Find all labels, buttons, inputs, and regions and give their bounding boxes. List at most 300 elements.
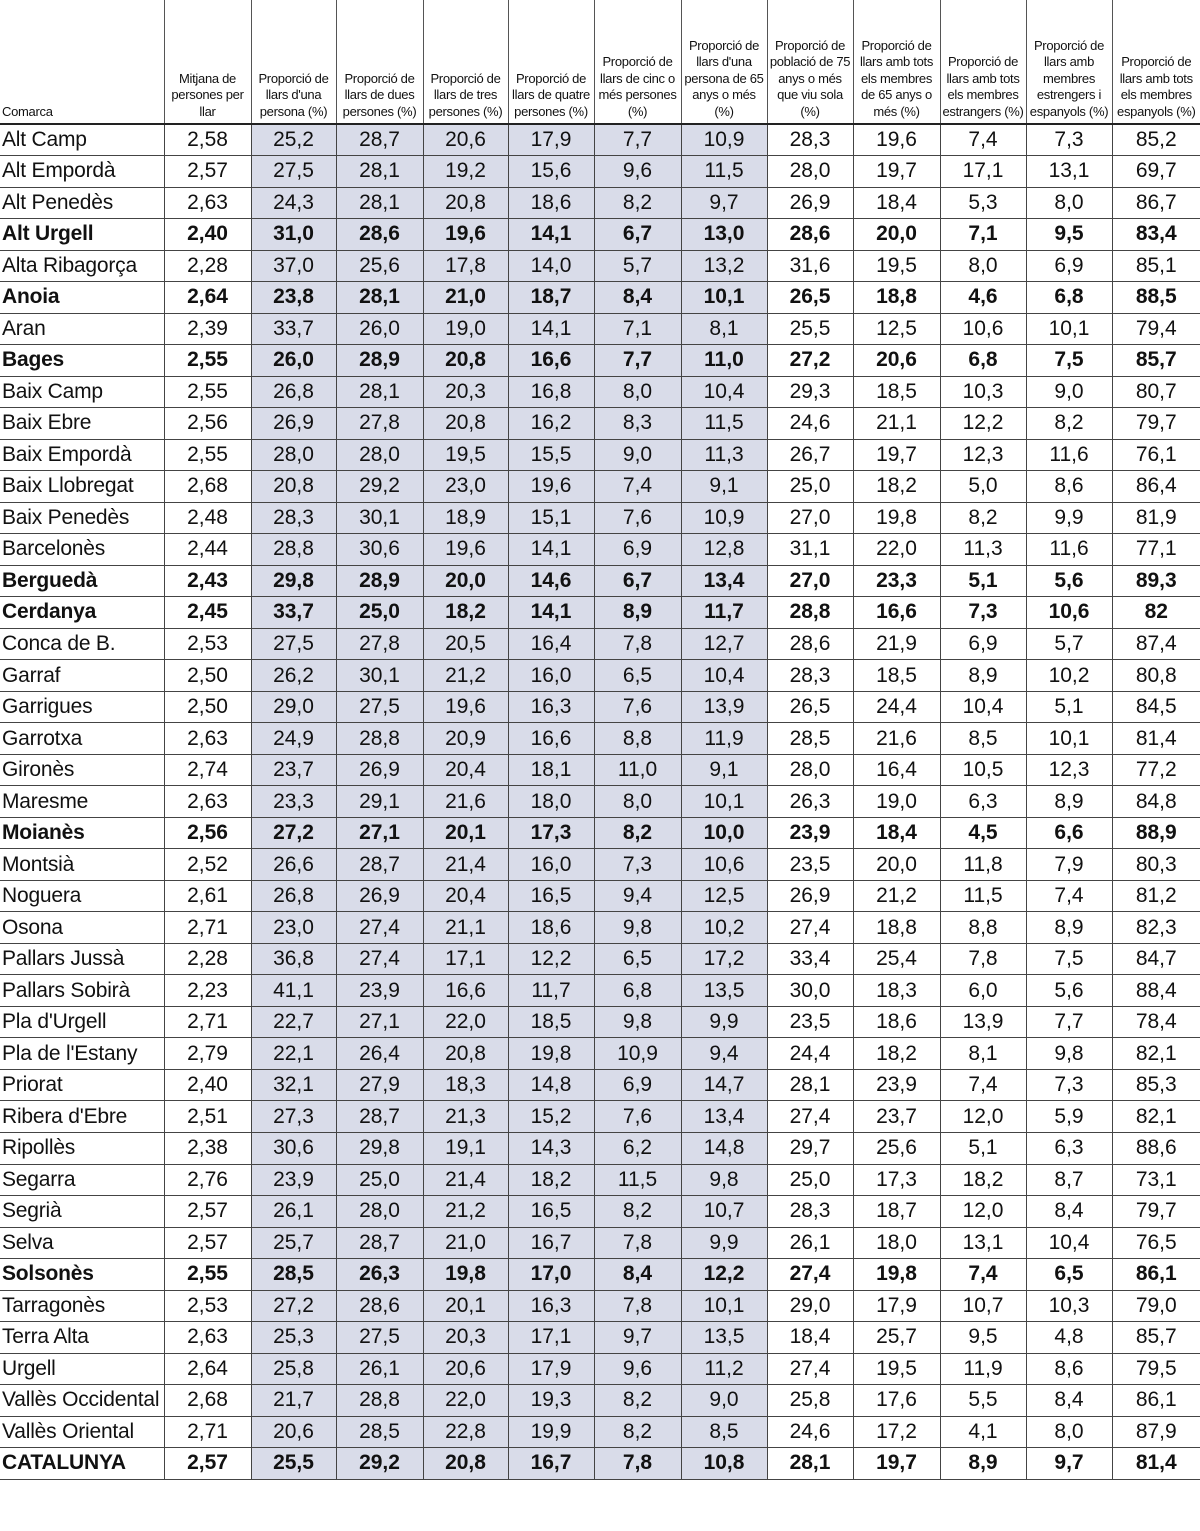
table-cell: 11,9 <box>940 1353 1026 1385</box>
table-cell: 9,9 <box>681 1227 767 1259</box>
table-cell: 25,7 <box>251 1227 336 1259</box>
comarca-name: Pla de l'Estany <box>0 1038 164 1070</box>
table-row <box>0 313 1200 345</box>
table-cell: 28,3 <box>251 502 336 534</box>
table-cell: 27,5 <box>251 156 336 188</box>
table-cell: 14,6 <box>508 565 594 597</box>
table-cell: 2,45 <box>164 597 251 629</box>
table-cell: 28,5 <box>336 1416 423 1448</box>
table-cell: 18,4 <box>853 817 940 849</box>
table-cell: 11,7 <box>681 597 767 629</box>
table-cell: 28,0 <box>767 156 853 188</box>
table-cell: 8,4 <box>1026 1385 1112 1417</box>
comarca-name: Ripollès <box>0 1133 164 1165</box>
table-cell: 36,8 <box>251 943 336 975</box>
table-cell: 26,9 <box>336 880 423 912</box>
table-cell: 11,8 <box>940 849 1026 881</box>
table-cell: 19,5 <box>853 250 940 282</box>
table-cell: 8,2 <box>594 1385 681 1417</box>
table-cell: 27,5 <box>336 1322 423 1354</box>
table-cell: 16,3 <box>508 691 594 723</box>
table-cell: 11,6 <box>1026 439 1112 471</box>
table-cell: 16,0 <box>508 660 594 692</box>
table-cell: 9,8 <box>594 912 681 944</box>
table-cell: 28,6 <box>767 219 853 251</box>
table-cell: 20,8 <box>423 408 508 440</box>
table-row <box>0 1259 1200 1291</box>
table-cell: 11,7 <box>508 975 594 1007</box>
table-cell: 27,4 <box>767 1353 853 1385</box>
table-cell: 17,3 <box>853 1164 940 1196</box>
column-header-comarca: Comarca <box>0 0 164 124</box>
column-header: Proporció de llars de dues persones (%) <box>336 0 423 124</box>
table-cell: 21,1 <box>853 408 940 440</box>
table-cell: 18,0 <box>508 786 594 818</box>
table-cell: 12,5 <box>853 313 940 345</box>
table-cell: 28,3 <box>767 660 853 692</box>
table-cell: 27,5 <box>251 628 336 660</box>
table-cell: 18,6 <box>508 912 594 944</box>
table-row <box>0 1290 1200 1322</box>
table-cell: 27,4 <box>767 912 853 944</box>
comarca-name: Gironès <box>0 754 164 786</box>
table-cell: 21,0 <box>423 282 508 314</box>
table-cell: 12,5 <box>681 880 767 912</box>
table-cell: 11,0 <box>681 345 767 377</box>
table-cell: 8,0 <box>1026 1416 1112 1448</box>
table-cell: 8,4 <box>1026 1196 1112 1228</box>
table-cell: 23,0 <box>251 912 336 944</box>
table-cell: 10,9 <box>681 502 767 534</box>
table-cell: 27,2 <box>767 345 853 377</box>
comarca-name: Alt Camp <box>0 124 164 156</box>
table-cell: 76,5 <box>1112 1227 1200 1259</box>
table-cell: 10,4 <box>681 376 767 408</box>
table-cell: 10,2 <box>681 912 767 944</box>
column-header: Proporció de llars de tres persones (%) <box>423 0 508 124</box>
table-cell: 5,9 <box>1026 1101 1112 1133</box>
table-cell: 16,5 <box>508 1196 594 1228</box>
table-cell: 9,5 <box>940 1322 1026 1354</box>
table-cell: 21,4 <box>423 849 508 881</box>
table-cell: 18,5 <box>508 1006 594 1038</box>
table-cell: 22,1 <box>251 1038 336 1070</box>
table-cell: 19,6 <box>423 691 508 723</box>
table-cell: 22,8 <box>423 1416 508 1448</box>
table-cell: 8,2 <box>594 1416 681 1448</box>
table-cell: 6,3 <box>940 786 1026 818</box>
table-cell: 10,1 <box>681 786 767 818</box>
table-cell: 7,5 <box>1026 345 1112 377</box>
table-cell: 77,1 <box>1112 534 1200 566</box>
table-cell: 26,9 <box>767 187 853 219</box>
table-cell: 27,0 <box>767 502 853 534</box>
table-cell: 85,7 <box>1112 345 1200 377</box>
table-row <box>0 880 1200 912</box>
table-cell: 24,4 <box>853 691 940 723</box>
table-cell: 11,5 <box>940 880 1026 912</box>
table-cell: 18,4 <box>767 1322 853 1354</box>
table-cell: 16,7 <box>508 1227 594 1259</box>
table-cell: 10,2 <box>1026 660 1112 692</box>
table-cell: 13,9 <box>681 691 767 723</box>
table-cell: 20,5 <box>423 628 508 660</box>
table-cell: 2,64 <box>164 1353 251 1385</box>
table-cell: 76,1 <box>1112 439 1200 471</box>
table-cell: 2,48 <box>164 502 251 534</box>
table-cell: 8,9 <box>1026 912 1112 944</box>
table-cell: 25,6 <box>853 1133 940 1165</box>
table-row <box>0 786 1200 818</box>
table-cell: 79,0 <box>1112 1290 1200 1322</box>
table-cell: 6,3 <box>1026 1133 1112 1165</box>
table-cell: 8,4 <box>594 1259 681 1291</box>
table-cell: 2,57 <box>164 1196 251 1228</box>
table-cell: 2,50 <box>164 660 251 692</box>
table-row <box>0 439 1200 471</box>
table-cell: 2,50 <box>164 691 251 723</box>
table-cell: 26,3 <box>336 1259 423 1291</box>
table-cell: 10,9 <box>681 124 767 156</box>
table-cell: 80,8 <box>1112 660 1200 692</box>
table-row <box>0 219 1200 251</box>
table-cell: 18,6 <box>853 1006 940 1038</box>
table-cell: 16,6 <box>853 597 940 629</box>
table-row <box>0 1038 1200 1070</box>
table-cell: 7,4 <box>940 124 1026 156</box>
table-cell: 20,8 <box>423 345 508 377</box>
table-cell: 19,6 <box>423 219 508 251</box>
table-row <box>0 723 1200 755</box>
table-cell: 18,3 <box>853 975 940 1007</box>
table-row <box>0 1322 1200 1354</box>
comarca-name: Baix Camp <box>0 376 164 408</box>
table-cell: 20,3 <box>423 376 508 408</box>
table-cell: 87,4 <box>1112 628 1200 660</box>
table-row <box>0 1353 1200 1385</box>
table-cell: 16,4 <box>508 628 594 660</box>
table-cell: 28,6 <box>767 628 853 660</box>
table-cell: 2,40 <box>164 1069 251 1101</box>
table-cell: 8,6 <box>1026 471 1112 503</box>
table-cell: 31,0 <box>251 219 336 251</box>
table-cell: 79,7 <box>1112 1196 1200 1228</box>
table-cell: 11,5 <box>594 1164 681 1196</box>
table-cell: 8,0 <box>594 376 681 408</box>
table-cell: 28,8 <box>336 1385 423 1417</box>
table-cell: 2,52 <box>164 849 251 881</box>
table-cell: 2,43 <box>164 565 251 597</box>
table-cell: 14,8 <box>508 1069 594 1101</box>
table-cell: 21,2 <box>853 880 940 912</box>
comarca-name: Pallars Sobirà <box>0 975 164 1007</box>
table-cell: 28,9 <box>336 345 423 377</box>
table-cell: 18,2 <box>508 1164 594 1196</box>
comarca-name: Segarra <box>0 1164 164 1196</box>
table-cell: 13,5 <box>681 1322 767 1354</box>
table-cell: 6,9 <box>594 534 681 566</box>
table-cell: 2,56 <box>164 408 251 440</box>
table-cell: 15,6 <box>508 156 594 188</box>
comarca-name: Barcelonès <box>0 534 164 566</box>
table-cell: 16,4 <box>853 754 940 786</box>
table-cell: 19,5 <box>853 1353 940 1385</box>
comarca-name: Pla d'Urgell <box>0 1006 164 1038</box>
table-cell: 89,3 <box>1112 565 1200 597</box>
table-cell: 9,7 <box>681 187 767 219</box>
table-cell: 18,8 <box>853 912 940 944</box>
table-cell: 8,9 <box>594 597 681 629</box>
table-cell: 25,0 <box>767 1164 853 1196</box>
comarca-name: Montsià <box>0 849 164 881</box>
table-cell: 7,1 <box>594 313 681 345</box>
comarca-name: Alt Penedès <box>0 187 164 219</box>
comarca-name: Bages <box>0 345 164 377</box>
table-cell: 84,8 <box>1112 786 1200 818</box>
table-cell: 21,0 <box>423 1227 508 1259</box>
table-cell: 25,0 <box>336 597 423 629</box>
table-cell: 10,6 <box>940 313 1026 345</box>
table-cell: 22,0 <box>853 534 940 566</box>
table-cell: 4,6 <box>940 282 1026 314</box>
table-cell: 13,4 <box>681 1101 767 1133</box>
table-cell: 81,9 <box>1112 502 1200 534</box>
table-cell: 82 <box>1112 597 1200 629</box>
table-cell: 20,6 <box>251 1416 336 1448</box>
table-cell: 19,8 <box>853 502 940 534</box>
table-cell: 28,1 <box>767 1448 853 1480</box>
table-cell: 18,5 <box>853 660 940 692</box>
table-cell: 16,8 <box>508 376 594 408</box>
table-row <box>0 628 1200 660</box>
table-cell: 82,1 <box>1112 1101 1200 1133</box>
table-cell: 6,0 <box>940 975 1026 1007</box>
table-cell: 7,8 <box>594 628 681 660</box>
table-cell: 83,4 <box>1112 219 1200 251</box>
table-row <box>0 1101 1200 1133</box>
table-cell: 18,7 <box>853 1196 940 1228</box>
table-cell: 20,0 <box>853 849 940 881</box>
table-cell: 81,2 <box>1112 880 1200 912</box>
table-cell: 29,0 <box>251 691 336 723</box>
table-cell: 28,7 <box>336 1227 423 1259</box>
comarca-name: Cerdanya <box>0 597 164 629</box>
table-cell: 26,5 <box>767 691 853 723</box>
table-cell: 2,28 <box>164 250 251 282</box>
table-cell: 28,1 <box>336 282 423 314</box>
table-cell: 33,7 <box>251 597 336 629</box>
table-cell: 23,9 <box>336 975 423 1007</box>
comarca-name: Segrià <box>0 1196 164 1228</box>
table-cell: 9,8 <box>681 1164 767 1196</box>
table-row <box>0 1448 1200 1480</box>
table-row <box>0 1164 1200 1196</box>
table-cell: 24,9 <box>251 723 336 755</box>
table-cell: 2,71 <box>164 1006 251 1038</box>
table-cell: 19,7 <box>853 439 940 471</box>
comarca-name: Aran <box>0 313 164 345</box>
table-row <box>0 565 1200 597</box>
table-cell: 23,9 <box>767 817 853 849</box>
table-cell: 8,0 <box>940 250 1026 282</box>
table-cell: 10,1 <box>1026 313 1112 345</box>
table-cell: 17,1 <box>940 156 1026 188</box>
comarca-name: Priorat <box>0 1069 164 1101</box>
comarca-name: Alt Urgell <box>0 219 164 251</box>
table-cell: 20,4 <box>423 754 508 786</box>
table-cell: 25,4 <box>853 943 940 975</box>
table-row <box>0 691 1200 723</box>
table-cell: 20,8 <box>251 471 336 503</box>
table-cell: 7,4 <box>940 1069 1026 1101</box>
table-cell: 17,2 <box>853 1416 940 1448</box>
comarca-name: Terra Alta <box>0 1322 164 1354</box>
table-cell: 30,1 <box>336 660 423 692</box>
table-cell: 18,8 <box>853 282 940 314</box>
table-cell: 20,1 <box>423 1290 508 1322</box>
table-cell: 88,5 <box>1112 282 1200 314</box>
table-cell: 19,8 <box>853 1259 940 1291</box>
table-cell: 2,44 <box>164 534 251 566</box>
table-cell: 26,8 <box>251 376 336 408</box>
table-row <box>0 1133 1200 1165</box>
table-cell: 5,7 <box>594 250 681 282</box>
table-cell: 16,0 <box>508 849 594 881</box>
table-cell: 7,8 <box>594 1227 681 1259</box>
table-cell: 8,9 <box>1026 786 1112 818</box>
table-cell: 6,8 <box>940 345 1026 377</box>
table-row <box>0 1227 1200 1259</box>
table-cell: 6,8 <box>1026 282 1112 314</box>
table-row <box>0 408 1200 440</box>
table-cell: 2,58 <box>164 124 251 156</box>
table-cell: 8,2 <box>1026 408 1112 440</box>
table-row <box>0 1416 1200 1448</box>
table-cell: 9,1 <box>681 471 767 503</box>
table-cell: 25,8 <box>251 1353 336 1385</box>
table-cell: 28,0 <box>336 1196 423 1228</box>
table-cell: 16,2 <box>508 408 594 440</box>
table-cell: 5,3 <box>940 187 1026 219</box>
table-cell: 7,7 <box>1026 1006 1112 1038</box>
table-cell: 12,3 <box>940 439 1026 471</box>
comarca-name: Baix Ebre <box>0 408 164 440</box>
table-cell: 21,2 <box>423 1196 508 1228</box>
table-cell: 9,4 <box>681 1038 767 1070</box>
table-cell: 26,7 <box>767 439 853 471</box>
table-cell: 16,7 <box>508 1448 594 1480</box>
table-cell: 29,3 <box>767 376 853 408</box>
table-cell: 2,53 <box>164 1290 251 1322</box>
table-cell: 29,8 <box>336 1133 423 1165</box>
table-cell: 9,6 <box>594 156 681 188</box>
column-header: Proporció de llars amb membres estrengers i espanyols (%) <box>1026 0 1112 124</box>
table-cell: 19,8 <box>508 1038 594 1070</box>
table-row <box>0 534 1200 566</box>
table-cell: 22,0 <box>423 1385 508 1417</box>
table-cell: 28,1 <box>767 1069 853 1101</box>
table-cell: 25,3 <box>251 1322 336 1354</box>
table-row <box>0 1069 1200 1101</box>
table-cell: 11,5 <box>681 408 767 440</box>
table-cell: 28,7 <box>336 124 423 156</box>
table-cell: 12,0 <box>940 1101 1026 1133</box>
table-cell: 21,9 <box>853 628 940 660</box>
table-cell: 9,8 <box>1026 1038 1112 1070</box>
table-cell: 2,57 <box>164 1448 251 1480</box>
table-cell: 8,9 <box>940 660 1026 692</box>
table-cell: 16,6 <box>508 345 594 377</box>
table-cell: 79,5 <box>1112 1353 1200 1385</box>
table-cell: 23,8 <box>251 282 336 314</box>
comarca-name: Baix Empordà <box>0 439 164 471</box>
column-header: Proporció de llars amb tots els membres de 65 anys o més (%) <box>853 0 940 124</box>
table-cell: 9,0 <box>681 1385 767 1417</box>
table-cell: 19,2 <box>423 156 508 188</box>
table-cell: 8,8 <box>940 912 1026 944</box>
table-cell: 23,5 <box>767 849 853 881</box>
table-cell: 26,1 <box>767 1227 853 1259</box>
table-cell: 10,1 <box>681 282 767 314</box>
column-header: Proporció de llars d'una persona (%) <box>251 0 336 124</box>
table-row <box>0 817 1200 849</box>
table-cell: 27,8 <box>336 408 423 440</box>
table-cell: 6,2 <box>594 1133 681 1165</box>
table-cell: 10,6 <box>1026 597 1112 629</box>
table-header <box>0 0 1200 124</box>
comarca-name: Vallès Occidental <box>0 1385 164 1417</box>
table-cell: 28,5 <box>251 1259 336 1291</box>
table-cell: 8,6 <box>1026 1353 1112 1385</box>
table-cell: 24,6 <box>767 408 853 440</box>
table-cell: 9,4 <box>594 880 681 912</box>
table-cell: 23,3 <box>853 565 940 597</box>
table-cell: 21,6 <box>853 723 940 755</box>
table-cell: 20,3 <box>423 1322 508 1354</box>
column-header: Proporció de població de 75 anys o més que viu sola (%) <box>767 0 853 124</box>
table-cell: 10,1 <box>1026 723 1112 755</box>
table-cell: 8,2 <box>594 187 681 219</box>
table-row <box>0 376 1200 408</box>
table-cell: 21,4 <box>423 1164 508 1196</box>
table-cell: 18,5 <box>853 376 940 408</box>
table-cell: 19,7 <box>853 1448 940 1480</box>
table-cell: 26,1 <box>336 1353 423 1385</box>
table-cell: 20,8 <box>423 1448 508 1480</box>
table-cell: 4,5 <box>940 817 1026 849</box>
table-cell: 9,8 <box>594 1006 681 1038</box>
table-cell: 14,8 <box>681 1133 767 1165</box>
table-row <box>0 1385 1200 1417</box>
comarca-name: Moianès <box>0 817 164 849</box>
table-cell: 30,6 <box>336 534 423 566</box>
table-cell: 7,8 <box>594 1448 681 1480</box>
table-cell: 26,3 <box>767 786 853 818</box>
table-row <box>0 1196 1200 1228</box>
comarca-name: Alt Empordà <box>0 156 164 188</box>
table-cell: 7,5 <box>1026 943 1112 975</box>
comarca-name: Solsonès <box>0 1259 164 1291</box>
table-cell: 25,2 <box>251 124 336 156</box>
table-cell: 87,9 <box>1112 1416 1200 1448</box>
table-cell: 23,0 <box>423 471 508 503</box>
table-cell: 18,9 <box>423 502 508 534</box>
comarca-name: Anoia <box>0 282 164 314</box>
table-cell: 6,9 <box>1026 250 1112 282</box>
table-cell: 7,3 <box>594 849 681 881</box>
table-cell: 85,7 <box>1112 1322 1200 1354</box>
table-cell: 27,4 <box>336 943 423 975</box>
